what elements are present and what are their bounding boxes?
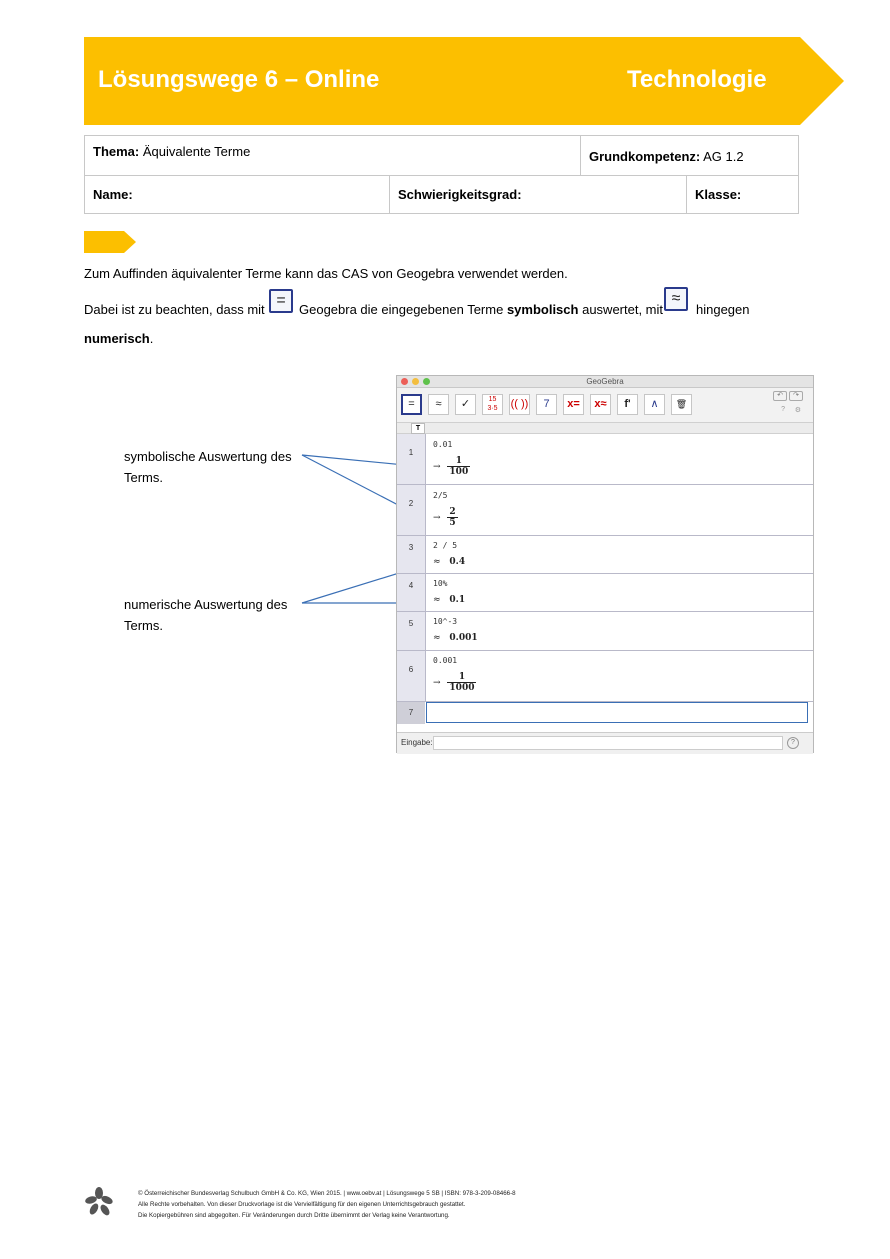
- numeric-line1: numerische Auswertung des: [124, 597, 288, 612]
- delete-tool-icon[interactable]: 🗑: [671, 394, 692, 415]
- numeric-tool-icon[interactable]: ≈: [428, 394, 449, 415]
- keep-input-tool-icon[interactable]: ✓: [455, 394, 476, 415]
- schwierigkeit-label: Schwierigkeitsgrad:: [398, 187, 522, 202]
- cas-row[interactable]: [397, 651, 813, 702]
- output-value: 0.001: [449, 633, 478, 643]
- output-value: 0.4: [449, 557, 466, 567]
- input-field[interactable]: [433, 736, 783, 750]
- symbolic-line1: symbolische Auswertung des: [124, 449, 292, 464]
- cas-output: [433, 456, 470, 477]
- fraction-denominator: 1000: [449, 683, 475, 693]
- klasse-label: Klasse:: [695, 187, 742, 202]
- header-title: Lösungswege 6 – Online: [98, 66, 380, 93]
- output-arrow: ≈: [433, 595, 441, 605]
- solve-numeric-tool-icon[interactable]: x≈: [590, 394, 611, 415]
- cas-output: [433, 633, 478, 643]
- substitute-tool-icon[interactable]: 7: [536, 394, 557, 415]
- output-arrow: →: [433, 513, 441, 523]
- row-number: 3: [408, 543, 414, 552]
- row-number: 5: [408, 619, 414, 628]
- cas-input[interactable]: 10^-3: [433, 617, 458, 626]
- approx-button-icon: ≈: [664, 287, 688, 311]
- text-symbolisch: symbolisch: [506, 302, 579, 317]
- cas-cell[interactable]: [425, 485, 809, 535]
- text-line2-d: hingegen: [696, 302, 750, 317]
- cas-row[interactable]: [397, 574, 813, 612]
- factor-tool-icon[interactable]: 15 3·5: [482, 394, 503, 415]
- thema-value: Äquivalente Terme: [142, 144, 251, 159]
- undo-icon[interactable]: ↶: [773, 391, 787, 401]
- cas-cell[interactable]: [425, 651, 809, 701]
- equal-button-icon: =: [269, 289, 293, 313]
- symbolic-line2: Terms.: [124, 470, 163, 485]
- text-line2-c: auswertet, mit: [582, 302, 664, 317]
- text-style-tab[interactable]: T: [411, 423, 425, 434]
- cas-cell[interactable]: [425, 434, 809, 484]
- input-bar: [397, 732, 813, 754]
- expand-tool-icon[interactable]: (( )): [509, 394, 530, 415]
- derivative-tool-icon[interactable]: f': [617, 394, 638, 415]
- header-category: Technologie: [627, 66, 767, 93]
- fraction-denominator: 100: [449, 467, 469, 477]
- kompetenz-label: Grundkompetenz:: [589, 149, 701, 164]
- text-line2-a: Dabei ist zu beachten, dass mit: [84, 302, 265, 317]
- footer-line1: © Österreichischer Bundesverlag Schulbuch GmbH & Co. KG, Wien 2015. | www.oebv.at | Lösungswege 5 SB | ISBN: 978-3-209-08466-8: [138, 1190, 516, 1197]
- window-title: GeoGebra: [586, 377, 624, 386]
- name-label: Name:: [93, 187, 133, 202]
- cas-row-empty[interactable]: [397, 702, 813, 724]
- input-label: Eingabe:: [401, 738, 433, 747]
- cas-row[interactable]: [397, 536, 813, 574]
- output-arrow: ≈: [433, 557, 441, 567]
- fraction-denominator: 5: [449, 518, 456, 528]
- row-number: 4: [408, 581, 414, 590]
- cas-toolbar: [397, 388, 813, 423]
- output-arrow: ≈: [433, 633, 441, 643]
- titlebar: [397, 376, 813, 388]
- footer-line3: Die Kopiergebühren sind abgegolten. Für Veränderungen durch Dritte übernimmt der Verlag keine Verantwortung.: [138, 1212, 450, 1219]
- cas-output: [433, 595, 465, 605]
- cas-input[interactable]: 0.01: [433, 440, 453, 449]
- fraction-numerator: 1: [458, 672, 466, 682]
- thema-label: Thema:: [93, 144, 140, 159]
- row-number: 1: [408, 448, 414, 457]
- cas-input[interactable]: 0.001: [433, 656, 458, 665]
- cas-cell[interactable]: [425, 574, 809, 611]
- kompetenz-value: AG 1.2: [703, 149, 744, 164]
- cas-row[interactable]: [397, 612, 813, 651]
- active-cas-input[interactable]: [426, 702, 808, 723]
- cas-input[interactable]: 2/5: [433, 491, 448, 500]
- text-line2-b-part: Geogebra die eingegebenen Terme: [299, 302, 504, 317]
- style-bar: [397, 423, 813, 434]
- settings-icon[interactable]: ⚙: [794, 407, 801, 414]
- row-number: 7: [397, 702, 425, 724]
- help-icon[interactable]: ?: [787, 737, 799, 749]
- cas-input[interactable]: 2 / 5: [433, 541, 458, 550]
- evaluate-tool-icon[interactable]: =: [401, 394, 422, 415]
- cas-output: [433, 557, 465, 567]
- cas-cell[interactable]: [425, 612, 809, 650]
- footer-line2: Alle Rechte vorbehalten. Von dieser Druckvorlage ist die Vervielfältigung für den eigenen Unterrichtsgebrauch gestattet.: [138, 1201, 466, 1208]
- cas-row[interactable]: [397, 485, 813, 536]
- help-small-icon[interactable]: ?: [781, 406, 785, 413]
- row-number: 2: [408, 499, 414, 508]
- fraction-numerator: 2: [449, 507, 456, 517]
- numeric-line2: Terms.: [124, 618, 163, 633]
- redo-icon[interactable]: ↷: [789, 391, 803, 401]
- fraction-numerator: 1: [455, 456, 462, 466]
- publisher-logo-icon: [84, 1186, 114, 1216]
- text-line3-end: .: [149, 331, 154, 346]
- cas-input[interactable]: 10%: [433, 579, 448, 588]
- solve-tool-icon[interactable]: x=: [563, 394, 584, 415]
- intro-text: Zum Auffinden äquivalenter Terme kann das CAS von Geogebra verwendet werden.: [84, 266, 568, 281]
- cas-cell[interactable]: [425, 536, 809, 573]
- footer-legal: [138, 1188, 516, 1221]
- output-value: 0.1: [449, 595, 466, 605]
- output-arrow: →: [433, 678, 441, 688]
- cas-output: [433, 672, 476, 693]
- cas-output: [433, 507, 458, 528]
- text-numerisch: numerisch: [84, 331, 150, 346]
- probability-tool-icon[interactable]: ∧: [644, 394, 665, 415]
- output-arrow: →: [433, 462, 441, 472]
- cas-row[interactable]: [397, 434, 813, 485]
- geogebra-window: [396, 375, 814, 753]
- row-number: 6: [408, 665, 414, 674]
